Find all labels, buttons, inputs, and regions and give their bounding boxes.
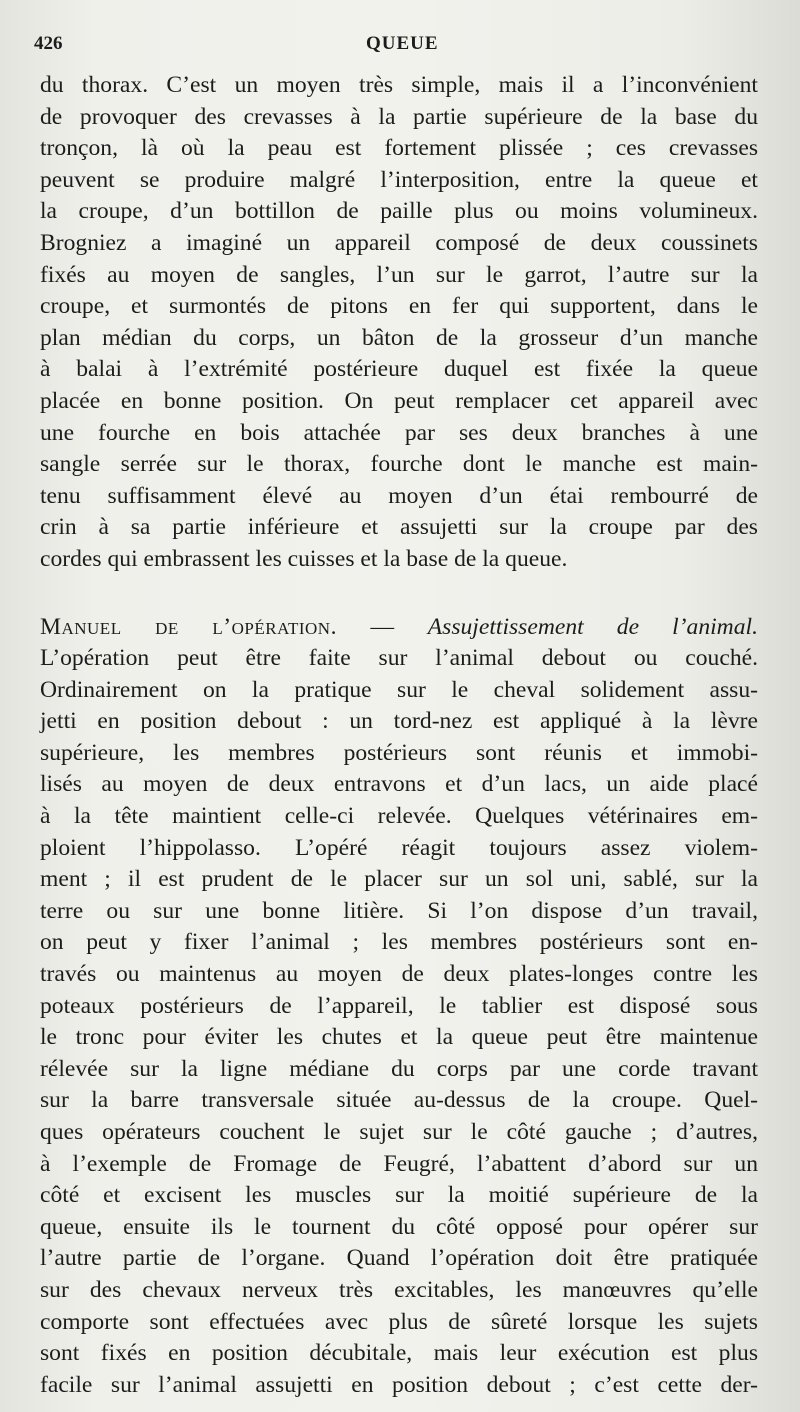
text-line: la croupe, d’un bottillon de paille plus ou moins volumineux. — [40, 198, 758, 225]
text-line: crin à sa partie inférieure et assujetti sur la croupe par des — [40, 514, 758, 541]
text-line: queue, ensuite ils le tournent du côté opposé pour opérer sur — [40, 1213, 758, 1240]
text-line: sur des chevaux nerveux très excitables, les manœuvres qu’elle — [40, 1276, 758, 1303]
page-header — [34, 33, 734, 59]
text-line: ploient l’hippolasso. L’opéré réagit toujours assez violem- — [40, 834, 758, 861]
text-line: facile sur l’animal assujetti en position debout ; c’est cette der- — [40, 1371, 758, 1398]
text-line: rélevée sur la ligne médiane du corps par une corde travant — [40, 1055, 758, 1082]
text-line: à balai à l’extrémité postérieure duquel est fixée la queue — [40, 356, 758, 383]
text-line: jetti en position debout : un tord-nez est appliqué à la lèvre — [40, 708, 758, 735]
text-line: à la tête maintient celle-ci relevée. Quelques vétérinaires em- — [40, 803, 758, 830]
body-text — [40, 70, 758, 1401]
text-line: tenu suffisamment élevé au moyen d’un étai rembourré de — [40, 482, 758, 509]
text-line: sangle serrée sur le thorax, fourche dont le manche est main- — [40, 451, 758, 478]
text-line: l’autre partie de l’organe. Quand l’opération doit être pratiquée — [40, 1245, 758, 1272]
text-line: lisés au moyen de deux entravons et d’un lacs, un aide placé — [40, 771, 758, 798]
text-line: Brogniez a imaginé un appareil composé de deux coussinets — [40, 229, 758, 256]
page-number: 426 — [34, 33, 63, 54]
text-line: côté et excisent les muscles sur la moitié supérieure de la — [40, 1182, 758, 1209]
text-line: tronçon, là où la peau est fortement plissée ; ces crevasses — [40, 135, 758, 162]
text-line: L’opération peut être faite sur l’animal debout ou couché. — [40, 645, 758, 672]
text-line: une fourche en bois attachée par ses deux branches à une — [40, 419, 758, 446]
text-line: croupe, et surmontés de pitons en fer qui supportent, dans le — [40, 293, 758, 320]
text-line: on peut y fixer l’animal ; les membres postérieurs sont en- — [40, 929, 758, 956]
text-line: du thorax. C’est un moyen très simple, mais il a l’inconvénient — [40, 72, 758, 98]
text-line: ment ; il est prudent de le placer sur un sol uni, sablé, sur la — [40, 866, 758, 893]
section-title: Manuel de l’opération. — — [40, 613, 395, 640]
section-subtitle: Assujettissement de l’animal. — [427, 613, 758, 640]
text-line: poteaux postérieurs de l’appareil, le tablier est disposé sous — [40, 992, 758, 1019]
text-line: de provoquer des crevasses à la partie supérieure de la base du — [40, 103, 758, 130]
text-line: fixés au moyen de sangles, l’un sur le garrot, l’autre sur la — [40, 261, 758, 288]
text-line: supérieure, les membres postérieurs sont réunis et immobi- — [40, 739, 758, 766]
text-line: sur la barre transversale située au-dessus de la croupe. Quel- — [40, 1087, 758, 1114]
section-spacer — [40, 576, 758, 612]
running-title: QUEUE — [366, 33, 439, 54]
text-line: comporte sont effectuées avec plus de sûreté lorsque les sujets — [40, 1308, 758, 1335]
text-line: plan médian du corps, un bâton de la grosseur d’un manche — [40, 324, 758, 351]
paragraph-2 — [40, 643, 758, 1401]
section-heading — [40, 612, 758, 644]
text-line: cordes qui embrassent les cuisses et la base de la queue. — [40, 545, 568, 572]
text-line: à l’exemple de Fromage de Feugré, l’abattent d’abord sur un — [40, 1150, 758, 1177]
text-line: peuvent se produire malgré l’interposition, entre la queue et — [40, 166, 758, 193]
paragraph-1 — [40, 70, 758, 576]
text-line: placée en bonne position. On peut remplacer cet appareil avec — [40, 387, 758, 414]
text-line: través ou maintenus au moyen de deux plates-longes contre les — [40, 961, 758, 988]
text-line: le tronc pour éviter les chutes et la queue peut être maintenue — [40, 1024, 758, 1051]
text-line: ques opérateurs couchent le sujet sur le côté gauche ; d’autres, — [40, 1119, 758, 1145]
text-line: terre ou sur une bonne litière. Si l’on dispose d’un travail, — [40, 897, 758, 924]
text-line: sont fixés en position décubitale, mais leur exécution est plus — [40, 1340, 758, 1367]
text-line: Ordinairement on la pratique sur le cheval solidement assu- — [40, 676, 758, 703]
